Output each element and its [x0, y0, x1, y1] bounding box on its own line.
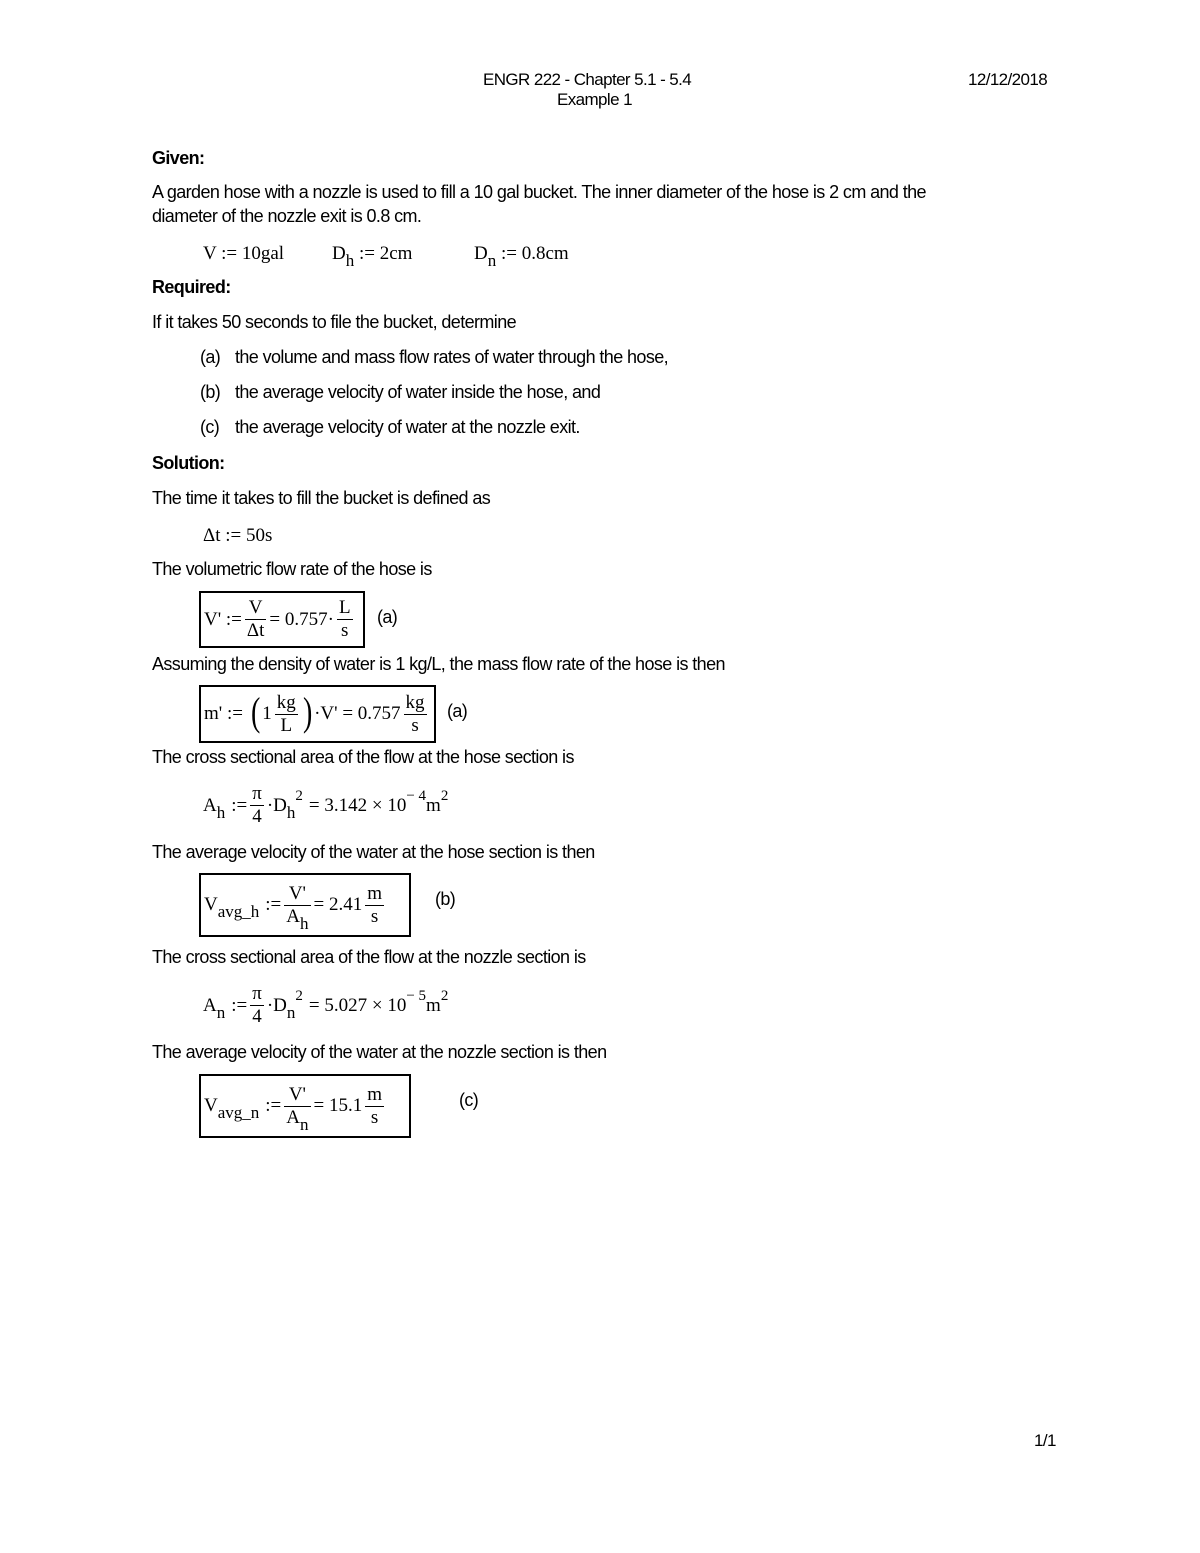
assign: :=: [231, 994, 248, 1016]
unit-power: 2: [440, 788, 449, 804]
denominator: Δt: [246, 620, 265, 641]
assign: :=: [265, 1095, 282, 1116]
symbol-d: D: [332, 243, 346, 264]
eq-velocity-nozzle-box: [199, 1074, 411, 1138]
header-title: ENGR 222 - Chapter 5.1 - 5.4: [483, 70, 692, 89]
unit-numerator: m: [367, 1083, 383, 1105]
required-item-c-text: the average velocity of water at the nozzle exit.: [235, 417, 580, 437]
subscript: n: [286, 1002, 296, 1022]
subscript: n: [216, 1002, 226, 1022]
eq-nozzle-diameter: [474, 243, 569, 270]
assign: :=: [231, 794, 248, 816]
given-text-line2: diameter of the nozzle exit is 0.8 cm.: [152, 206, 422, 226]
power: 2: [295, 988, 303, 1004]
lhs: V' :=: [204, 608, 242, 630]
unit-fraction: [404, 693, 427, 736]
result: ·V' = 0.757: [314, 703, 401, 724]
unit-numerator: m: [367, 882, 383, 904]
eq-velocity-hose-box: [199, 873, 411, 937]
coefficient: 1: [262, 703, 272, 724]
solution-time-text: The time it takes to fill the bucket is defined as: [152, 488, 491, 508]
required-item-a-label: (a): [200, 347, 221, 367]
symbol-v: V: [204, 894, 218, 915]
subscript: h: [216, 802, 226, 822]
required-intro: If it takes 50 seconds to file the bucket, determine: [152, 312, 517, 332]
fraction: [284, 882, 310, 933]
result: = 15.1: [313, 1095, 363, 1116]
page-number: 1/1: [1034, 1431, 1056, 1450]
assign-value: := 2cm: [358, 243, 413, 264]
symbol-v: V: [204, 1095, 218, 1116]
fraction: [250, 784, 264, 827]
solution-heading: Solution:: [152, 453, 225, 473]
required-item-b-label: (b): [200, 382, 221, 402]
eq-area-nozzle: [203, 984, 448, 1027]
power: 2: [295, 788, 303, 804]
lhs: m' :=: [204, 703, 243, 724]
unit-fraction: [337, 598, 353, 641]
given-text-line1: A garden hose with a nozzle is used to fill a 10 gal bucket. The inner diameter of the hose is 2 cm and the: [152, 182, 926, 202]
result: = 2.41: [313, 894, 363, 915]
denominator: [284, 1106, 310, 1134]
solution-velocity-nozzle-text: The average velocity of the water at the nozzle section is then: [152, 1042, 607, 1062]
assign-value: := 0.8cm: [500, 243, 569, 264]
unit-fraction: [365, 1085, 384, 1128]
eq-mass-tag: (a): [447, 701, 468, 721]
exponent: − 4: [406, 788, 427, 804]
header-date: 12/12/2018: [968, 70, 1048, 89]
symbol-a: A: [203, 794, 217, 816]
eq-hose-diameter: [332, 243, 413, 270]
eq-velocity-nozzle-tag: (c): [459, 1090, 479, 1110]
required-heading: Required:: [152, 277, 231, 297]
subscript: h: [300, 913, 309, 933]
unit: m: [426, 994, 441, 1016]
unit: m: [426, 794, 441, 816]
unit-numerator: kg: [405, 691, 425, 713]
solution-velocity-hose-text: The average velocity of the water at the hose section is then: [152, 842, 595, 862]
given-heading: Given:: [152, 148, 205, 168]
unit-numerator: L: [338, 597, 351, 618]
fraction: [284, 1083, 310, 1134]
eq-velocity-hose-tag: (b): [435, 889, 456, 909]
denominator: 4: [252, 806, 262, 827]
symbol-d: ·D: [266, 994, 287, 1016]
solution-area-hose-text: The cross sectional area of the flow at the hose section is: [152, 747, 574, 767]
denominator: 4: [252, 1006, 262, 1027]
symbol-a: A: [286, 1106, 301, 1128]
required-item-c-label: (c): [200, 417, 220, 437]
subscript: h: [286, 802, 296, 822]
eq-delta-t: Δt := 50s: [203, 525, 273, 546]
symbol-d: ·D: [266, 794, 287, 816]
symbol-a: A: [203, 994, 217, 1016]
result: = 3.142 × 10: [308, 794, 407, 816]
numerator: V: [248, 597, 263, 618]
right-paren: ): [302, 689, 313, 734]
density-numerator: kg: [276, 691, 296, 713]
symbol-a: A: [286, 905, 301, 927]
eq-mass-flow-box: [199, 685, 436, 743]
eq-volumetric-flow-box: [199, 591, 365, 648]
subscript: avg_n: [217, 1103, 260, 1122]
denominator: [284, 905, 310, 933]
unit-denominator: s: [341, 620, 349, 641]
subscript-h: h: [345, 251, 355, 270]
fraction: [245, 598, 267, 641]
density-fraction: [275, 693, 298, 736]
numerator: V': [288, 882, 306, 904]
unit-denominator: s: [411, 714, 419, 736]
subscript: n: [300, 1114, 309, 1134]
header-subtitle: Example 1: [557, 90, 632, 109]
solution-area-nozzle-text: The cross sectional area of the flow at the nozzle section is: [152, 947, 586, 967]
unit-denominator: s: [370, 905, 379, 927]
left-paren: (: [250, 689, 261, 734]
subscript-n: n: [487, 251, 497, 270]
result: = 5.027 × 10: [308, 994, 407, 1016]
eq-volume-given: V := 10gal: [203, 243, 285, 264]
solution-volume-text: The volumetric flow rate of the hose is: [152, 559, 432, 579]
required-item-b-text: the average velocity of water inside the hose, and: [235, 382, 601, 402]
unit-fraction: [365, 884, 384, 927]
result: = 0.757·: [269, 608, 334, 630]
required-item-a-text: the volume and mass flow rates of water through the hose,: [235, 347, 669, 367]
numerator: π: [252, 783, 262, 804]
density-denominator: L: [280, 714, 293, 736]
exponent: − 5: [406, 988, 427, 1004]
assign: :=: [265, 894, 282, 915]
numerator: V': [288, 1083, 306, 1105]
unit-power: 2: [440, 988, 449, 1004]
unit-denominator: s: [370, 1106, 379, 1128]
fraction: [250, 984, 264, 1027]
numerator: π: [252, 983, 262, 1004]
solution-mass-text: Assuming the density of water is 1 kg/L, the mass flow rate of the hose is then: [152, 654, 725, 674]
symbol-d: D: [474, 243, 488, 264]
subscript: avg_h: [217, 902, 260, 921]
eq-area-hose: [203, 784, 448, 827]
eq-volumetric-tag: (a): [377, 607, 398, 627]
